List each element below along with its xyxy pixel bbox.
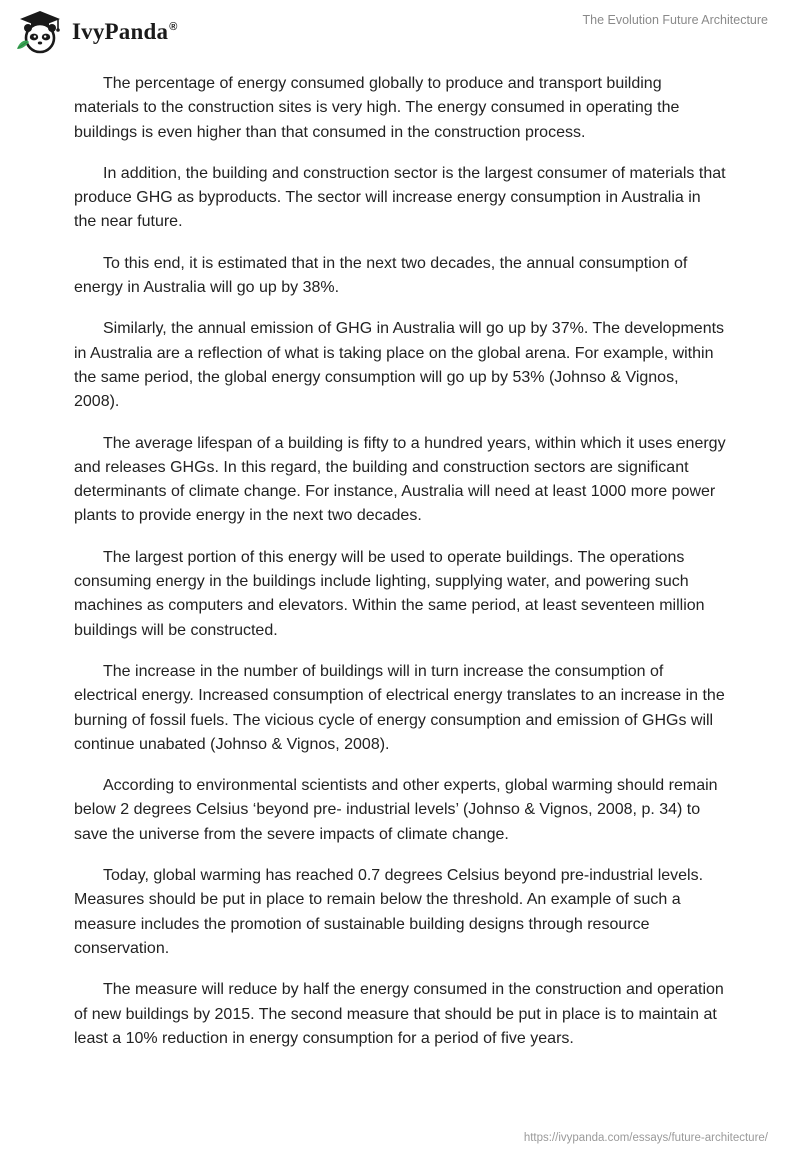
paragraph-10: The measure will reduce by half the energy consumed in the construction and operation of new buildings by 2015. The second measure that should be put in place is to maintain at least a 10% reduction in energy consumption for a period of five years. [74,981,724,1047]
paragraph-4: Similarly, the annual emission of GHG in Australia will go up by 37%. The developments in Australia are a reflection of what is taking place on the global arena. For example, within the same period, the global energy consumption will go up by 53% (Johnso & Vignos, 2008). [74,320,725,411]
paragraph-9: Today, global warming has reached 0.7 degrees Celsius beyond pre-industrial levels. Measures should be put in place to remain below the threshold. An example of such a measure includes the promotion of sustainable building designs through resource conservation. [74,867,704,957]
registered-mark: ® [169,21,178,34]
ivypanda-logo[interactable] [14,8,178,56]
panda-graduate-icon [14,9,66,55]
paragraph-5: The average lifespan of a building is fifty to a hundred years, within which it uses energy and releases GHGs. In this regard, the building and construction sectors are significant determinants of climate change. For instance, Australia will need at least 1000 more power plants to provide energy in the next two decades. [74,434,726,525]
brand-name: IvyPanda® [72,19,178,44]
paragraph-6: The largest portion of this energy will be used to operate buildings. The operations consuming energy in the buildings include lighting, supplying water, and powering such machines as computers and elevators. Within the same period, at least seventeen million buildings will be constructed. [74,548,705,639]
paragraph-3: To this end, it is estimated that in the next two decades, the annual consumption of energy in Australia will go up by 38%. [74,254,688,297]
page-header [0,0,800,60]
document-title: The Evolution Future Architecture [582,13,768,27]
paragraph-2: In addition, the building and construction sector is the largest consumer of materials that produce GHG as byproducts. The sector will increase energy consumption in Australia in the near future. [74,164,726,231]
paragraph-7: The increase in the number of buildings will in turn increase the consumption of electrical energy. Increased consumption of electrical energy translates to an increase in the burning of fossil fuels. The vicious cycle of energy consumption and emission of GHGs will continue unabated (Johnso & Vignos, 2008). [74,662,725,753]
paragraph-1: The percentage of energy consumed globally to produce and transport building materials to the construction sites is very high. The energy consumed in operating the buildings is even higher than that consumed in the construction process. [74,75,680,141]
source-url-link[interactable]: https://ivypanda.com/essays/future-architecture/ [523,1132,768,1144]
essay-body [74,72,726,1068]
paragraph-8: According to environmental scientists and other experts, global warming should remain below 2 degrees Celsius ‘beyond pre- industrial levels’ (Johnso & Vignos, 2008, p. 34) to save the universe from the severe impacts of climate change. [74,777,718,843]
